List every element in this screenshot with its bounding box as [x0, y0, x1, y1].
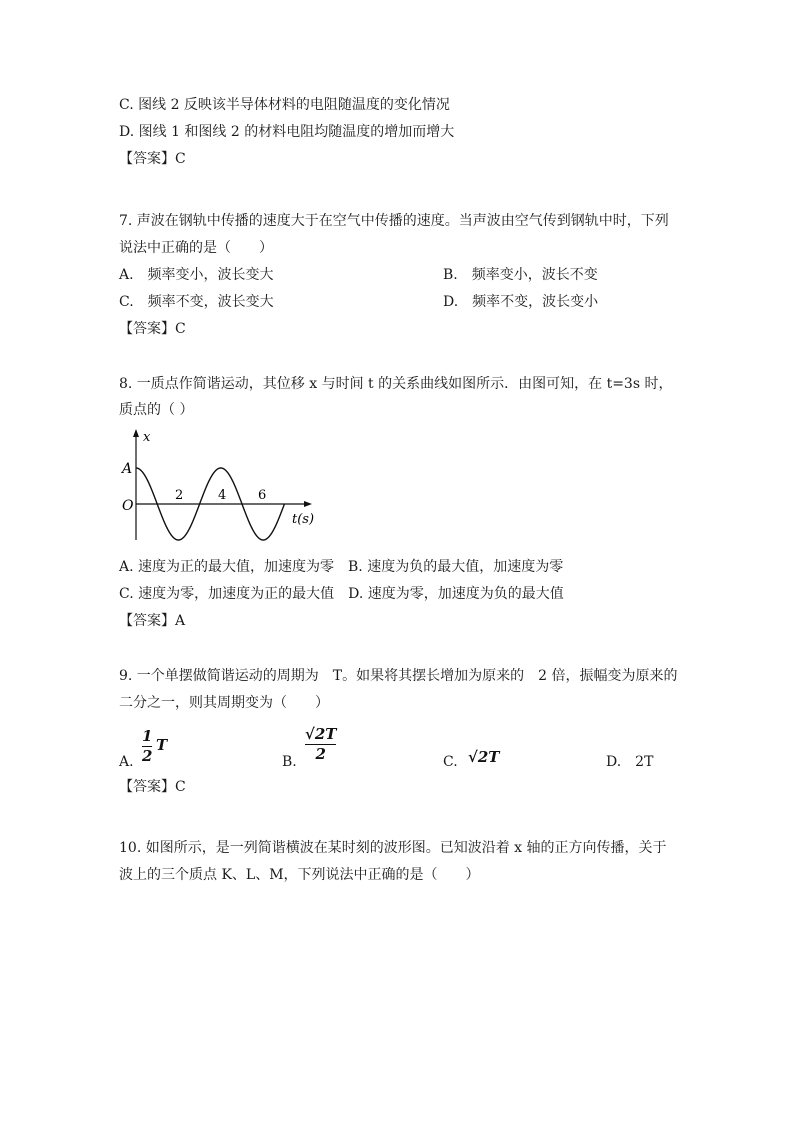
q7-option-d: D. 频率不变，波长变小 — [443, 294, 599, 310]
q7-option-a: A. 频率变小，波长变大 — [119, 267, 274, 283]
q9-option-a-fraction — [142, 728, 152, 765]
x-axis-arrow — [304, 501, 312, 507]
q9-option-b-numerator: √2T — [305, 725, 337, 743]
q9-option-a-numerator: 1 — [142, 727, 153, 745]
q9-option-d: D. 2T — [606, 754, 654, 770]
q9-option-a-denominator: 2 — [142, 747, 153, 765]
q9-option-b-denominator: 2 — [315, 745, 326, 763]
x-axis-label: t(s) — [292, 512, 315, 527]
q7-option-b: B. 频率变小，波长不变 — [443, 267, 598, 283]
q10-stem-line1: 10. 如图所示，是一列简谐横波在某时刻的波形图。已知波沿着 x 轴的正方向传播，关于 — [119, 840, 667, 856]
y-axis-label: x — [143, 430, 151, 445]
q9-option-a-label: A. — [119, 754, 134, 770]
amplitude-label: A — [122, 461, 133, 477]
q9-stem-line1: 9. 一个单摆做简谐运动的周期为 T。如果将其摆长增加为原来的 2 倍，振幅变为原来的 — [119, 668, 678, 684]
q9-option-b-label: B. — [282, 754, 297, 770]
q7-option-c: C. 频率不变，波长变大 — [119, 294, 274, 310]
q9-stem-line2: 二分之一，则其周期变为（ ） — [119, 695, 329, 711]
q9-answer: 【答案】C — [119, 779, 186, 795]
q7-stem-line1: 7. 声波在钢轨中传播的速度大于在空气中传播的速度。当声波由空气传到钢轨中时，下列 — [119, 213, 669, 229]
q8-stem-line2: 质点的（ ） — [119, 402, 194, 418]
q6-answer: 【答案】C — [119, 151, 186, 167]
tick-label-2: 2 — [175, 488, 184, 503]
q9-option-a-variable: T — [156, 736, 168, 754]
q9-option-c-label: C. — [443, 754, 458, 770]
q9-option-c-value: √2T — [468, 748, 500, 766]
q6-option-d: D. 图线 1 和图线 2 的材料电阻均随温度的增加而增大 — [119, 124, 455, 140]
q7-answer: 【答案】C — [119, 321, 186, 337]
q8-options-ab: A. 速度为正的最大值，加速度为零 B. 速度为负的最大值，加速度为零 — [119, 559, 564, 575]
q6-option-c: C. 图线 2 反映该半导体材料的电阻随温度的变化情况 — [119, 97, 450, 113]
tick-label-4: 4 — [218, 488, 227, 503]
origin-label: O — [122, 498, 134, 514]
displacement-time-graph — [118, 428, 333, 548]
q8-stem-line1: 8. 一质点作简谐运动，其位移 x 与时间 t 的关系曲线如图所示．由图可知，在 t=3s 时， — [119, 376, 673, 392]
q10-stem-line2: 波上的三个质点 K、L、M，下列说法中正确的是（ ） — [119, 867, 480, 883]
tick-label-6: 6 — [258, 488, 267, 503]
q8-answer: 【答案】A — [119, 613, 186, 629]
q8-options-cd: C. 速度为零，加速度为正的最大值 D. 速度为零，加速度为负的最大值 — [119, 586, 564, 602]
q9-option-b-fraction — [305, 726, 336, 763]
q7-stem-line2: 说法中正确的是（ ） — [119, 240, 273, 256]
y-axis-arrow — [133, 429, 139, 437]
